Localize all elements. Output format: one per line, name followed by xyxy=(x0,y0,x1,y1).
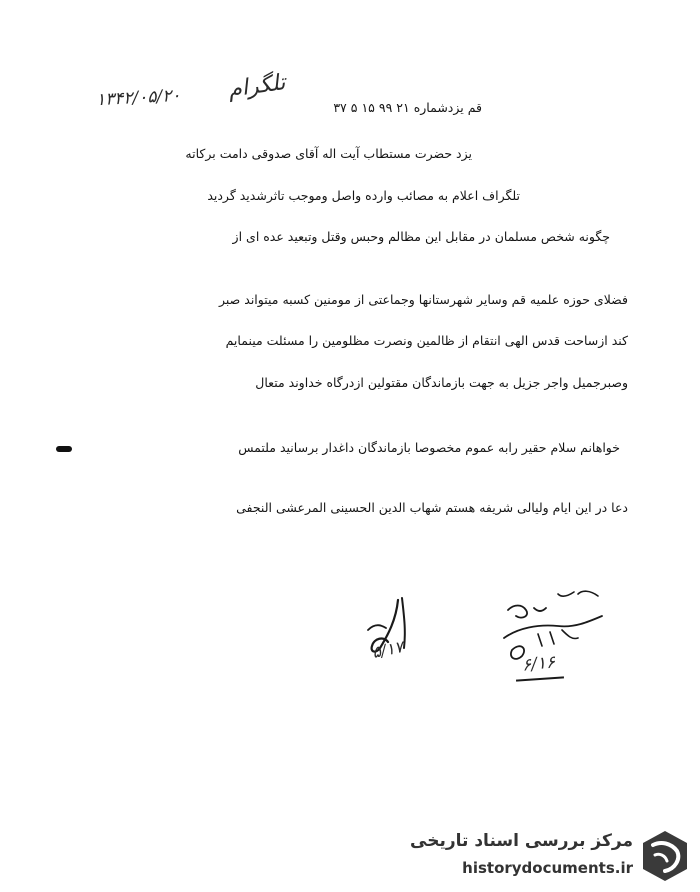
body-line-6: وصبرجمیل واجر جزیل به جهت بازماندگان مقتولین ازدرگاه خداوند متعال xyxy=(255,375,628,390)
handwritten-date: ۱۳۴۲/۰۵/۲۰ xyxy=(95,85,181,111)
body-line-2: تلگراف اعلام به مصائب وارده واصل وموجب تاثرشدید گردید xyxy=(207,188,520,203)
watermark-url: historydocuments.ir xyxy=(462,859,633,877)
watermark-title: مرکز بررسی اسناد تاریخی xyxy=(410,831,633,851)
right-note-underline xyxy=(516,676,564,681)
archive-watermark xyxy=(410,825,695,887)
telegram-header-number: قم یزدشماره ۲۱ ۹۹ ۱۵ ۵ ۳۷ xyxy=(333,100,482,115)
archive-logo-icon xyxy=(639,829,691,883)
left-note-date: ۵/۱۷ xyxy=(370,636,405,663)
handwritten-annotation: تلگرام xyxy=(226,70,287,103)
left-signature xyxy=(358,590,428,680)
body-line-5: کند ازساحت قدس الهی انتقام از ظالمین ونصرت مظلومین را مسئلت مینمایم xyxy=(225,333,628,348)
body-line-8: دعا در این ایام ولیالی شریفه هستم شهاب الدین الحسینی المرعشی النجفی xyxy=(236,500,628,515)
right-note-date: ۶/۱۶ xyxy=(521,652,557,676)
body-line-1: یزد حضرت مستطاب آیت اله آقای صدوقی دامت برکاته xyxy=(185,146,472,161)
body-line-3: چگونه شخص مسلمان در مقابل این مظالم وحبس وقتل وتبعید عده ای از xyxy=(232,229,610,244)
ink-blot xyxy=(56,446,72,452)
body-line-7: خواهانم سلام حقیر رابه عموم مخصوصا بازماندگان داغدار برسانید ملتمس xyxy=(238,440,620,455)
body-line-4: فضلای حوزه علمیه قم وسایر شهرستانها وجماعتی از مومنین کسبه میتواند صبر xyxy=(219,292,628,307)
